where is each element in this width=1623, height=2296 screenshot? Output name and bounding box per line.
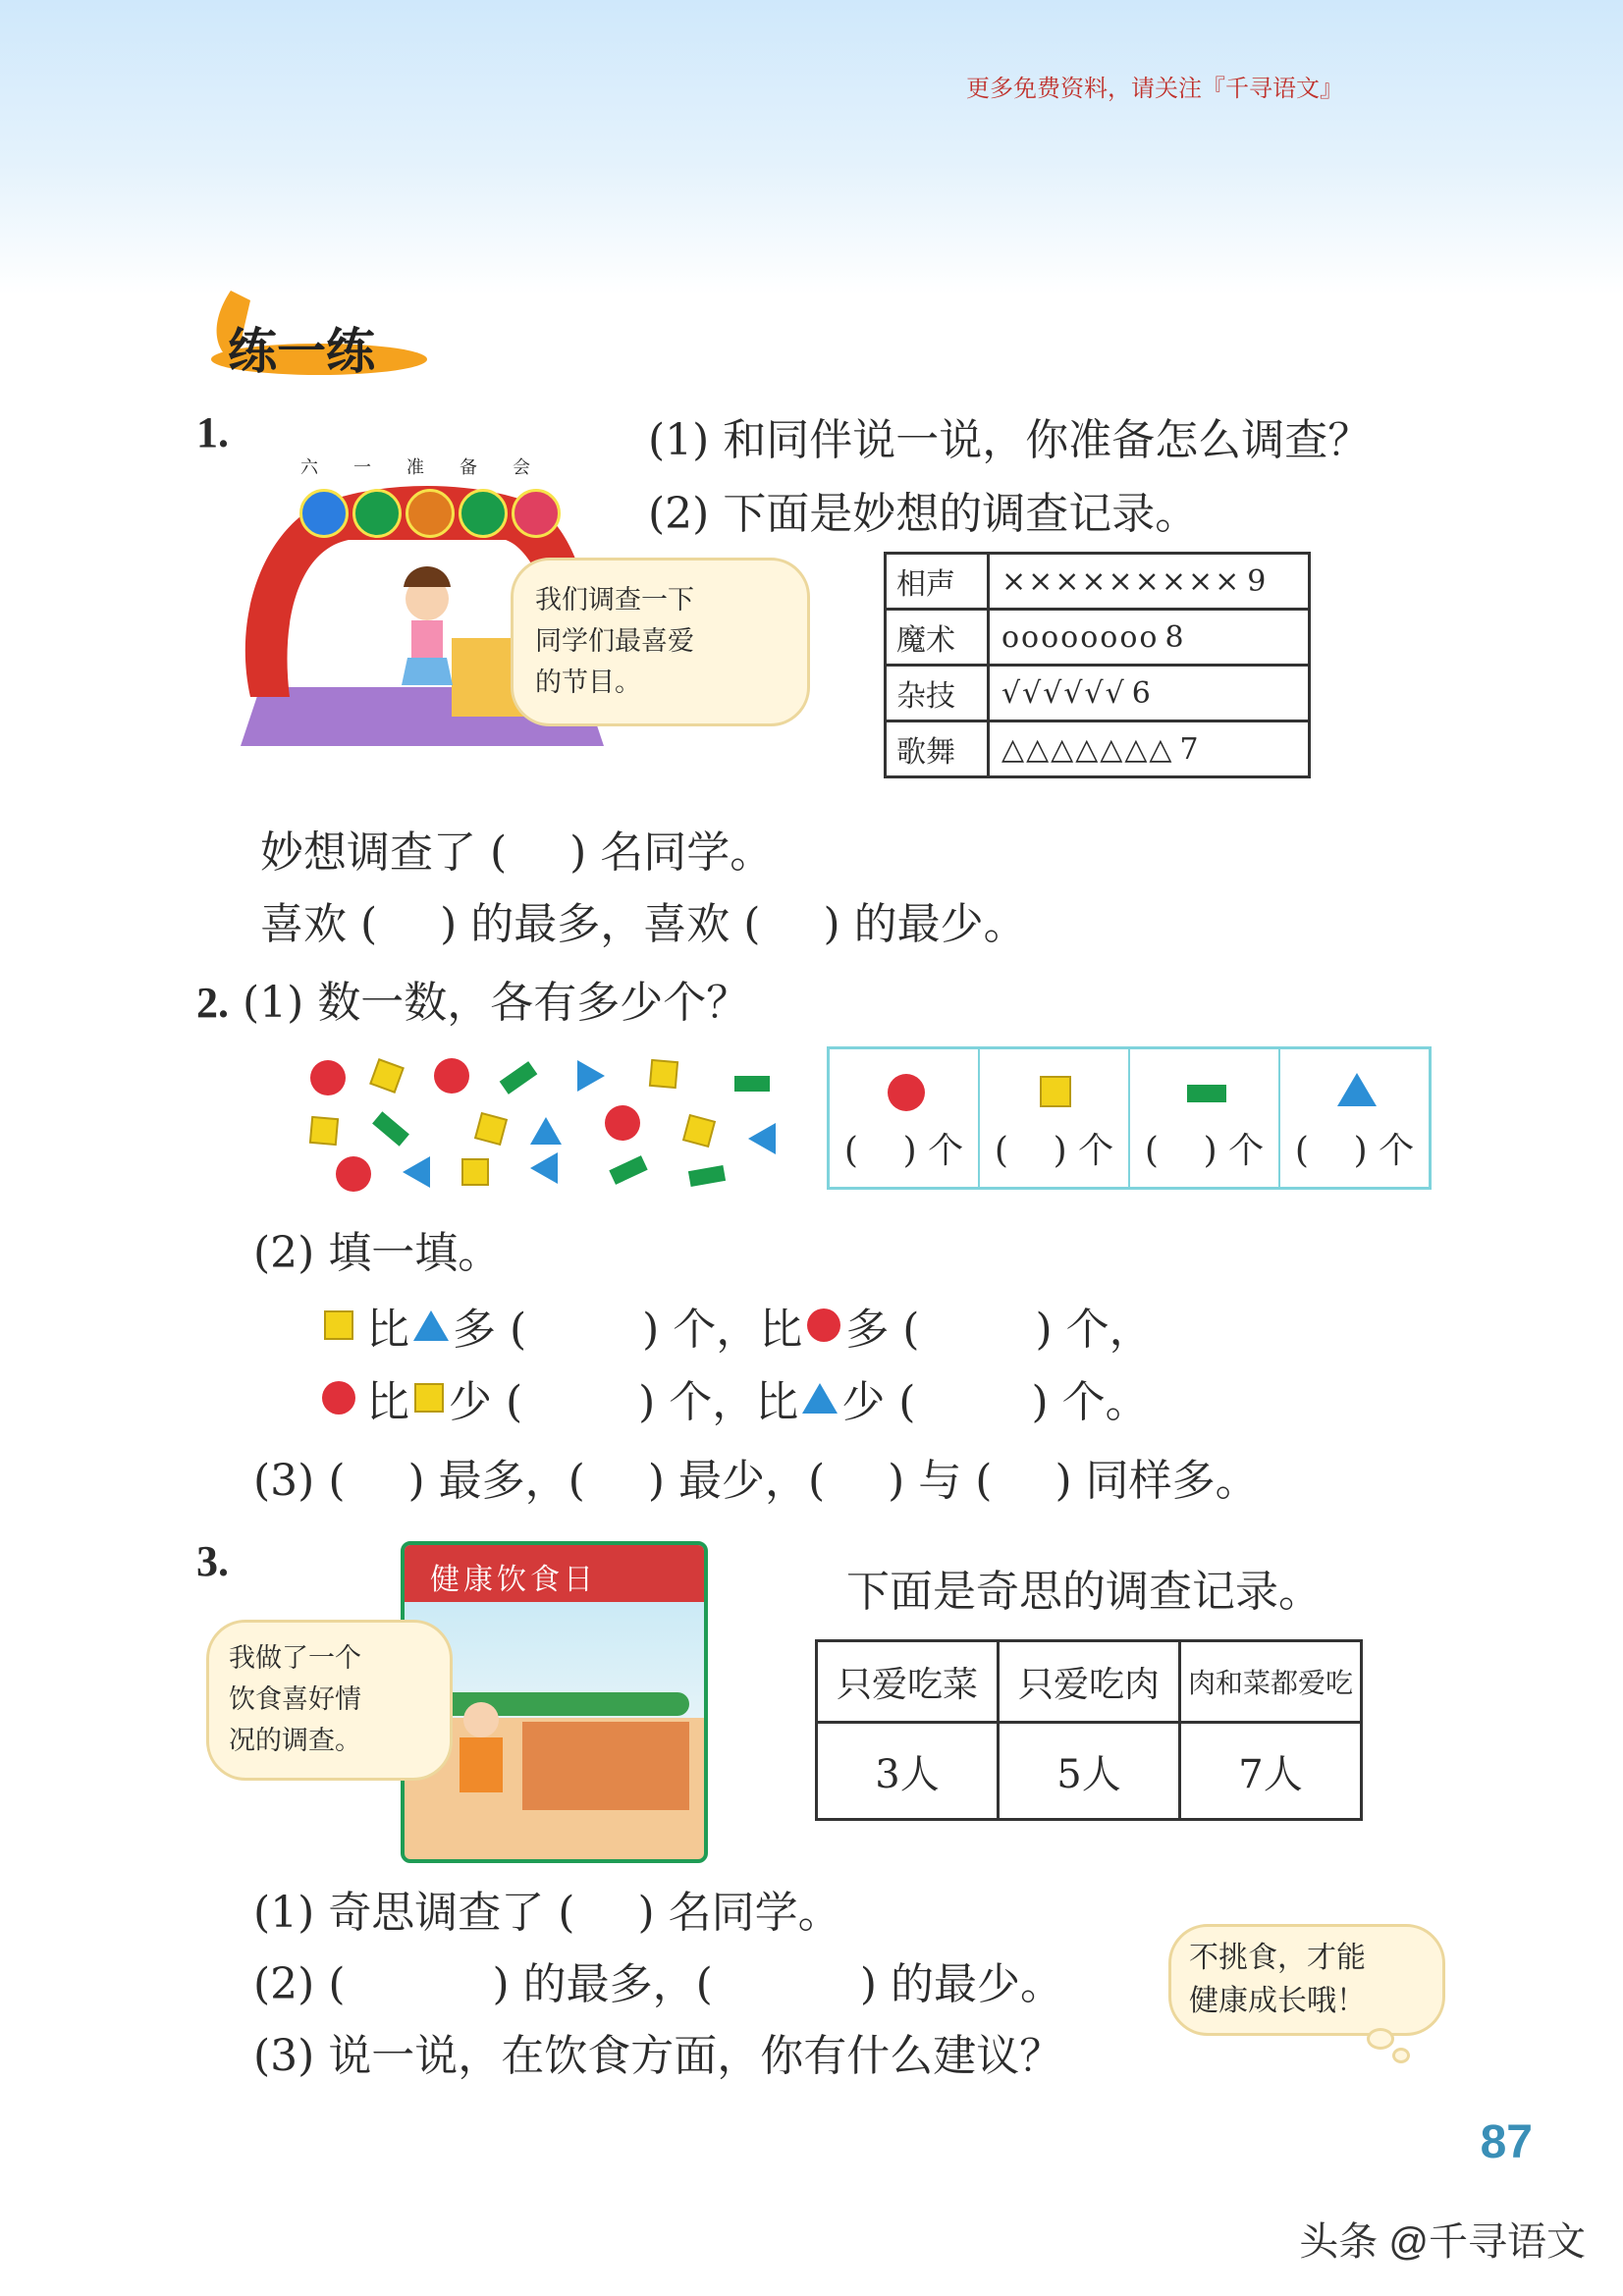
- square-icon: [310, 1117, 338, 1145]
- circle-icon: [802, 1306, 845, 1345]
- square-icon: [650, 1060, 677, 1088]
- square-icon: [319, 1306, 358, 1345]
- tally-marks: [989, 554, 1310, 610]
- tally-mark-symbols: △△△△△△△: [1001, 731, 1174, 767]
- q1-fill-line2: 喜欢 ( ) 的最多，喜欢 ( ) 的最少。: [260, 899, 1027, 949]
- tally-mark-symbols: √√√√√√: [1001, 675, 1126, 711]
- triangle-icon: [748, 1123, 776, 1154]
- tip-bubble: 不挑食，才能 健康成长哦！: [1168, 1924, 1445, 2036]
- count-cell-circle: [830, 1049, 980, 1187]
- circle-icon: [434, 1058, 469, 1094]
- circle-icon: [888, 1074, 925, 1111]
- promo-text: 更多免费资料，请关注『千寻语文』: [966, 75, 1343, 102]
- tally-row: [886, 666, 1310, 721]
- square-icon: [370, 1059, 403, 1092]
- q3-number: 3.: [196, 1537, 229, 1585]
- triangle-icon: [530, 1117, 562, 1145]
- count-label-triangle: ( ) 个: [1294, 1131, 1415, 1171]
- scattered-shapes: [295, 1041, 795, 1198]
- tally-row: [886, 610, 1310, 666]
- page-number: 87: [1480, 2116, 1533, 2168]
- count-cell-square: [980, 1049, 1130, 1187]
- rectangle-icon: [1187, 1085, 1226, 1102]
- q2-compare-line2: 比 少 ( ) 个，比 少 ( ) 个。: [319, 1366, 1149, 1429]
- q2-part2: (2) 填一填。: [253, 1228, 502, 1278]
- q1-fill-line1: 妙想调查了 ( ) 名同学。: [260, 828, 774, 878]
- shape-count-table: [827, 1046, 1432, 1190]
- diet-value-both: 7人: [1180, 1723, 1362, 1820]
- rectangle-icon: [688, 1165, 726, 1187]
- tally-count: 8: [1164, 619, 1186, 655]
- tally-mark-symbols: οοοοοοοο: [1001, 619, 1160, 655]
- triangle-icon: [798, 1378, 841, 1417]
- q3-part2: (2) ( ) 的最多，( ) 的最少。: [253, 1959, 1063, 2009]
- rectangle-icon: [609, 1155, 647, 1185]
- square-icon: [475, 1113, 507, 1145]
- tally-label: 魔术: [886, 610, 989, 666]
- q1-prompt1: (1) 和同伴说一说，你准备怎么调查？: [648, 415, 1372, 465]
- square-icon: [462, 1159, 488, 1185]
- tally-label: 歌舞: [886, 721, 989, 777]
- tally-count: 7: [1179, 731, 1201, 767]
- square-icon: [1041, 1077, 1070, 1106]
- diet-value-meat: 5人: [999, 1723, 1180, 1820]
- q3-part3: (3) 说一说，在饮食方面，你有什么建议？: [253, 2031, 1063, 2081]
- circle-icon: [605, 1105, 640, 1141]
- tally-mark-symbols: ×××××××××: [1001, 563, 1242, 599]
- tally-label: 杂技: [886, 666, 989, 721]
- tally-count: 9: [1247, 563, 1269, 599]
- tip-bubble-tail: [1367, 2028, 1394, 2050]
- count-label-rect: ( ) 个: [1144, 1131, 1265, 1171]
- diet-value-veg: 3人: [817, 1723, 999, 1820]
- q2-part3: (3) ( ) 最多，( ) 最少，( ) 与 ( ) 同样多。: [253, 1456, 1259, 1506]
- q3-part1: (1) 奇思调查了 ( ) 名同学。: [253, 1888, 841, 1938]
- circle-icon: [336, 1156, 371, 1192]
- tally-marks: [989, 721, 1310, 777]
- diet-header-both: 肉和菜都爱吃: [1180, 1641, 1362, 1723]
- circle-icon: [319, 1378, 358, 1417]
- square-icon: [683, 1115, 715, 1147]
- tally-table: [884, 552, 1311, 778]
- diet-day-banner: 健康饮食日: [430, 1563, 597, 1597]
- count-label-square: ( ) 个: [994, 1131, 1114, 1171]
- q1-number: 1.: [196, 408, 229, 456]
- header-band: [0, 0, 1623, 294]
- tally-count: 6: [1131, 675, 1153, 711]
- rectangle-icon: [500, 1061, 538, 1095]
- count-cell-rect: [1130, 1049, 1280, 1187]
- tally-marks: [989, 666, 1310, 721]
- tally-marks: [989, 610, 1310, 666]
- diet-header-veg: 只爱吃菜: [817, 1641, 999, 1723]
- triangle-icon: [577, 1060, 605, 1092]
- banner-text: 六一准备会: [300, 457, 566, 478]
- section-title: 练一练: [228, 323, 375, 380]
- circle-icon: [310, 1060, 346, 1095]
- count-label-circle: ( ) 个: [843, 1131, 964, 1171]
- rectangle-icon: [372, 1111, 409, 1146]
- tip-bubble-tail-small: [1392, 2048, 1410, 2063]
- watermark: 头条 @千寻语文: [1299, 2220, 1586, 2264]
- triangle-icon: [530, 1152, 558, 1184]
- tally-row: [886, 554, 1310, 610]
- q2-compare-line1: 比 多 ( ) 个，比 多 ( ) 个，: [319, 1294, 1153, 1357]
- rectangle-icon: [734, 1076, 770, 1092]
- q3-prompt: 下面是奇思的调查记录。: [846, 1567, 1322, 1617]
- triangle-icon: [1337, 1073, 1377, 1106]
- tally-label: 相声: [886, 554, 989, 610]
- tally-row: [886, 721, 1310, 777]
- banner-badges: [299, 489, 561, 538]
- count-cell-triangle: [1280, 1049, 1429, 1187]
- q2-part1: 2. (1) 数一数，各有多少个？: [196, 978, 750, 1028]
- square-icon: [409, 1378, 449, 1417]
- q1-prompt2: (2) 下面是妙想的调查记录。: [648, 489, 1199, 539]
- q1-speech-bubble: 我们调查一下 同学们最喜爱 的节目。: [511, 558, 810, 726]
- triangle-icon: [403, 1156, 430, 1188]
- diet-header-meat: 只爱吃肉: [999, 1641, 1180, 1723]
- q3-speech-bubble: 我做了一个 饮食喜好情 况的调查。: [206, 1620, 453, 1781]
- triangle-icon: [409, 1306, 453, 1345]
- diet-table: [815, 1639, 1363, 1821]
